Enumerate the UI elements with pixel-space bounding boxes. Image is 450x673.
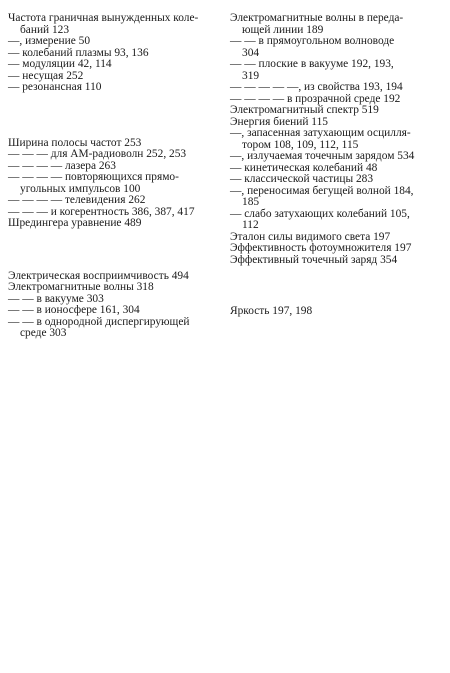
index-entry-text: Эталон силы видимого света 197 bbox=[230, 230, 391, 243]
index-entry bbox=[230, 36, 442, 59]
index-column-right bbox=[230, 13, 442, 318]
index-group bbox=[8, 271, 224, 340]
index-entry-text: — — в однородной диспергирующей bbox=[8, 315, 190, 328]
index-entry bbox=[8, 305, 224, 317]
index-entry-text: Электрическая восприимчивость 494 bbox=[8, 269, 189, 282]
index-entry-text: — кинетическая колебаний 48 bbox=[230, 161, 378, 174]
index-group bbox=[230, 306, 442, 318]
index-entry-text: —, запасенная затухающим осцилля- bbox=[230, 127, 411, 139]
index-entry-text: — колебаний плазмы 93, 136 bbox=[8, 46, 149, 59]
index-entry bbox=[230, 306, 442, 318]
index-entry-text: Электромагнитные волны 318 bbox=[8, 281, 154, 293]
index-entry bbox=[8, 218, 224, 230]
index-entry bbox=[230, 105, 442, 117]
index-entry bbox=[230, 59, 442, 82]
index-entry bbox=[230, 186, 442, 209]
index-entry bbox=[8, 195, 224, 207]
index-group bbox=[8, 138, 224, 230]
index-entry-text: —, измерение 50 bbox=[8, 35, 91, 47]
index-entry-text: — — — для АМ-радиоволн 252, 253 bbox=[8, 148, 187, 160]
index-column-left bbox=[8, 13, 224, 340]
index-group bbox=[230, 13, 442, 266]
index-entry-text: Ширина полосы частот 253 bbox=[8, 136, 142, 149]
index-entry-text: — классической частицы 283 bbox=[230, 173, 374, 185]
index-entry-continuation: тором 108, 109, 112, 115 bbox=[242, 138, 359, 151]
index-entry-continuation: 112 bbox=[242, 219, 259, 231]
index-entry-continuation: 185 bbox=[242, 196, 260, 208]
index-entry-text: Эффективный точечный заряд 354 bbox=[230, 253, 398, 266]
index-entry-text: Эффективность фотоумножителя 197 bbox=[230, 242, 412, 254]
index-entry-text: Яркость 197, 198 bbox=[230, 305, 313, 317]
index-entry bbox=[230, 151, 442, 163]
index-entry-text: — резонансная 110 bbox=[8, 81, 102, 93]
index-entry bbox=[230, 255, 442, 267]
index-entry-text: Электромагнитный спектр 519 bbox=[230, 104, 379, 116]
index-entry bbox=[8, 172, 224, 195]
index-entry-text: — несущая 252 bbox=[8, 69, 84, 82]
index-entry-text: — модуляции 42, 114 bbox=[8, 58, 112, 70]
index-entry-text: — — плоские в вакууме 192, 193, bbox=[230, 58, 394, 70]
index-entry-text: — слабо затухающих колебаний 105, bbox=[230, 207, 410, 220]
index-entry bbox=[230, 209, 442, 232]
index-entry bbox=[230, 128, 442, 151]
index-entry bbox=[230, 82, 442, 94]
index-entry-text: —, излучаемая точечным зарядом 534 bbox=[230, 150, 415, 162]
index-entry bbox=[8, 36, 224, 48]
index-entry-text: — — — — повторяющихся прямо- bbox=[8, 171, 179, 183]
index-entry bbox=[8, 59, 224, 71]
index-entry bbox=[8, 282, 224, 294]
index-entry-continuation: угольных импульсов 100 bbox=[20, 182, 141, 195]
index-entry-continuation: 304 bbox=[242, 46, 260, 59]
index-entry-continuation: среде 303 bbox=[20, 327, 67, 339]
index-entry-continuation: 319 bbox=[242, 69, 260, 82]
index-entry bbox=[8, 82, 224, 94]
index-entry-text: Шредингера уравнение 489 bbox=[8, 217, 142, 229]
index-entry-text: Энергия биений 115 bbox=[230, 115, 328, 128]
index-entry-text: Частота граничная вынужденных коле- bbox=[8, 12, 199, 24]
index-entry bbox=[8, 317, 224, 340]
index-entry bbox=[8, 13, 224, 36]
index-entry-continuation: ющей линии 189 bbox=[242, 23, 324, 36]
index-entry-text: — — — и когерентность 386, 387, 417 bbox=[8, 205, 195, 218]
index-entry bbox=[230, 243, 442, 255]
index-entry bbox=[230, 13, 442, 36]
index-entry-text: — — — — в прозрачной среде 192 bbox=[230, 92, 401, 105]
index-entry-continuation: баний 123 bbox=[20, 23, 70, 36]
index-entry-text: Электромагнитные волны в переда- bbox=[230, 12, 404, 24]
index-entry bbox=[8, 149, 224, 161]
index-entry-text: —, переносимая бегущей волной 184, bbox=[230, 184, 414, 197]
index-entry-text: — — в прямоугольном волноводе bbox=[230, 35, 395, 47]
index-entry-text: — — — — —, из свойства 193, 194 bbox=[230, 81, 403, 93]
index-entry-text: — — — — телевидения 262 bbox=[8, 194, 146, 206]
index-entry-text: — — в ионосфере 161, 304 bbox=[8, 304, 140, 316]
index-entry-text: — — — — лазера 263 bbox=[8, 159, 116, 172]
index-entry bbox=[230, 174, 442, 186]
index-group bbox=[8, 13, 224, 94]
index-entry-text: — — в вакууме 303 bbox=[8, 292, 104, 305]
